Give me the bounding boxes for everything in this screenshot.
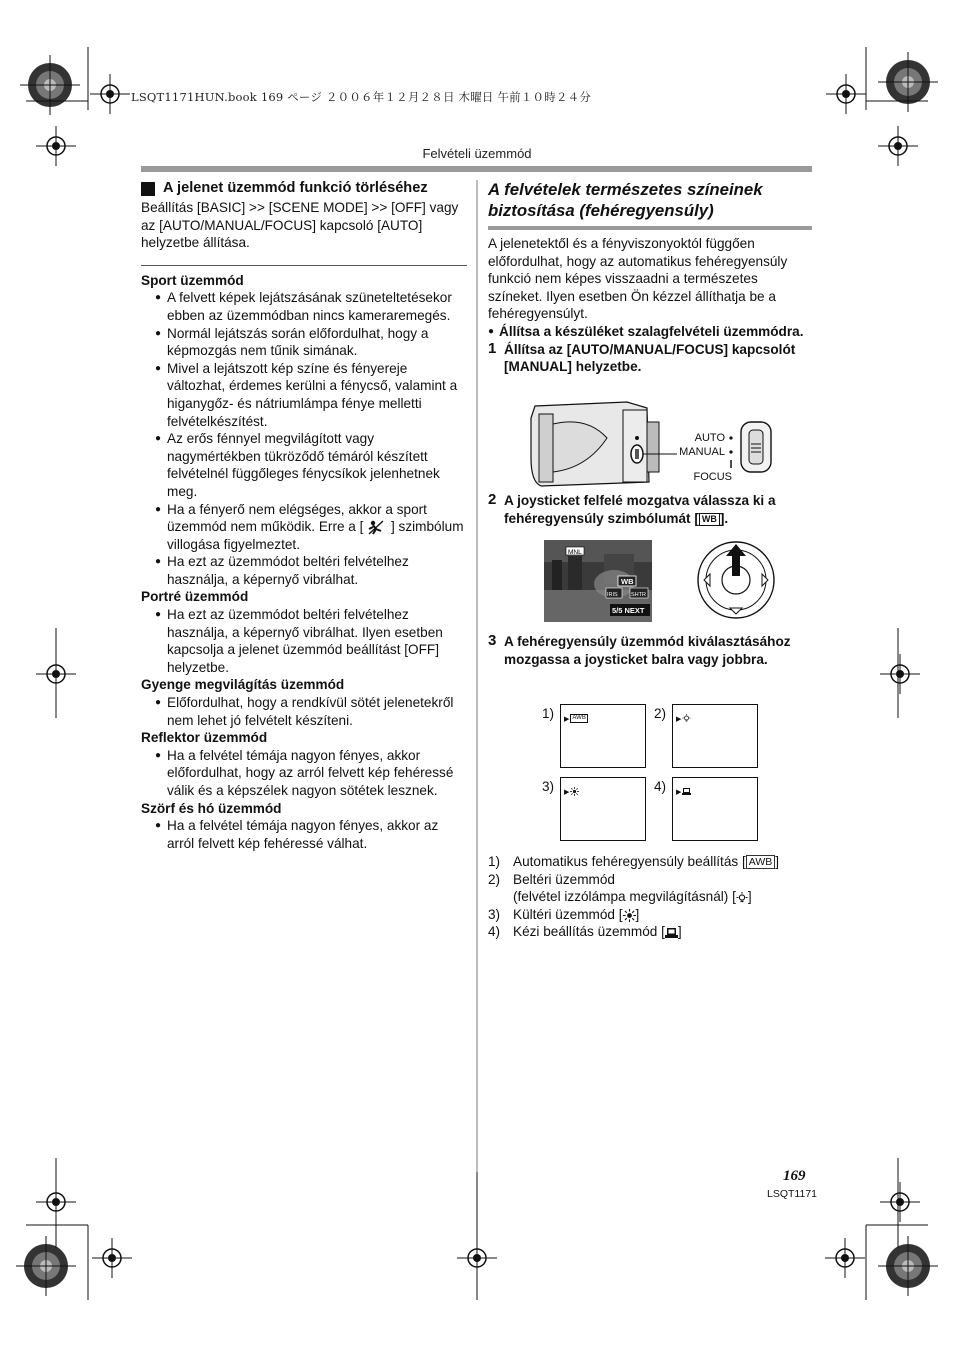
joystick-illustration [696,540,776,620]
spotlight-mode-title: Reflektor üzemmód [141,730,268,746]
awb-icon: AWB [746,855,776,869]
lcd-menu-screenshot [544,540,652,622]
switch-focus-label: FOCUS [693,471,732,483]
list-item-outdoor-number: 3) [488,906,501,922]
manual-wb-icon [682,787,691,796]
wb-symbol-icon: WB [699,513,720,526]
portrait-note-1: ● Ha ezt az üzemmódot beltéri felvételhez használja, a képernyő vibrálhat. Ilyen esetben kapcsolja a jelenet üzemmód beállítást [OFF] helyzetbe. [141,606,467,676]
list-item-manual-text: Kézi beállítás üzemmód [ [513,924,665,940]
play-arrow-icon: ▶ [564,788,570,796]
screen-3-outdoor [560,777,646,841]
indoor-bulb-icon [736,892,748,904]
list-item-indoor-text: Beltéri üzemmód [513,871,615,887]
page-number: 169 [783,1168,806,1184]
screen-4-manual [672,777,758,841]
screen-3-indicator [564,787,579,796]
tape-mode-prep: ● Állítsa a készüléket szalagfelvételi üzemmódra. [488,323,812,341]
title-rule [488,226,812,230]
scene-cancel-heading [141,179,467,198]
low-light-note-1: ● Előfordulhat, hogy a rendkívül sötét jelenetekről nem lehet jó felvételt készíteni. [141,694,467,729]
step-3-text: A fehéregyensúly üzemmód kiválasztásához mozgassa a joysticket balra vagy jobbra. [504,634,791,667]
list-item-indoor-tail: ] [747,889,752,905]
manual-wb-icon [665,927,678,939]
sun-icon [570,787,579,796]
indoor-bulb-icon [682,714,691,723]
sport-note-5-tail: ] szimbólum villogása figyelmeztet. [167,519,464,552]
column-divider [476,180,478,1172]
list-item-outdoor-tail: ] [635,906,640,922]
step-1 [488,341,812,376]
sport-note-2: ● Normál lejátszás során előfordulhat, hogy a képmozgás nem tűnik simának. [141,325,467,360]
screen-2-label: 2) [654,706,667,721]
screen-1-indicator [564,714,588,723]
screen-4-label: 4) [654,779,667,794]
surf-snow-note-1: ● Ha a felvétel témája nagyon fényes, akkor az arról felvett kép fehéressé válhat. [141,817,467,852]
list-item-outdoor-text: Kültéri üzemmód [ [513,906,623,922]
screen-1-awb [560,704,646,768]
portrait-mode-title: Portré üzemmód [141,589,249,605]
scene-cancel-instructions: Beállítás [BASIC] >> [SCENE MODE] >> [OFF] vagy az [AUTO/MANUAL/FOCUS] kapcsoló [AUTO] helyzetbe állítása. [141,200,459,251]
step-1-text: Állítsa az [AUTO/MANUAL/FOCUS] kapcsolót [MANUAL] helyzetbe. [504,341,796,375]
awb-icon: AWB [572,715,586,721]
step-3-number: 3 [488,632,497,649]
screen-1-label: 1) [542,706,555,721]
sport-note-5-text: Ha a fényerő nem elégséges, akkor a sport üzemmód nem működik. Erre a [ [167,501,427,535]
screen-2-indoor [672,704,758,768]
step-2-text: A joysticket felfelé mozgatva válassza ki a fehéregyensúly szimbólumát [ [504,493,776,526]
camcorder-illustration [527,398,777,488]
lcd-scene [544,540,652,622]
white-balance-title: A felvételek természetes színeinek biztosítása (fehéregyensúly) [488,180,763,220]
sport-mode-icon [367,520,387,535]
list-item-outdoor [488,906,818,924]
screen-2-indicator [676,714,691,723]
spotlight-note-1: ● Ha a felvétel témája nagyon fényes, akkor előfordulhat, hogy az arról felvett kép fehéressé válik és a képszélek nagyon sötétek lesznek. [141,747,467,800]
sport-mode-title: Sport üzemmód [141,272,244,288]
white-balance-modes-list [488,853,818,941]
section-header: Felvételi üzemmód [422,146,532,161]
list-item-indoor-line2: (felvétel izzólámpa megvilágításnál) [ [513,889,736,905]
play-arrow-icon: ▶ [676,715,682,723]
list-item-auto [488,853,818,871]
left-divider [141,265,467,266]
list-item-indoor-number: 2) [488,871,501,887]
switch-manual-label: MANUAL [679,446,725,458]
square-bullet-icon [141,182,155,196]
list-item-auto-number: 1) [488,854,501,869]
list-item-auto-text: Automatikus fehéregyensúly beállítás [ [513,854,746,869]
lcd-shtr-label: SHTR [631,592,646,598]
list-item-manual-tail: ] [677,924,682,940]
document-code: LSQT1171 [767,1188,818,1200]
print-metadata: LSQT1171HUN.book 169 ページ ２００６年１２月２８日 木曜日 午前１０時２４分 [131,90,592,104]
low-light-mode-title: Gyenge megvilágítás üzemmód [141,677,345,693]
play-arrow-icon: ▶ [676,788,682,796]
sport-note-3: ● Mivel a lejátszott kép színe és fényereje változhat, érdemes kerülni a fénycső, valamint a higanygőz- és nátriumlámpa fénye melletti felvételkészítést. [141,360,467,430]
sun-icon [623,909,636,922]
header-rule [141,166,812,172]
lcd-mnl-label: MNL [568,549,582,556]
play-arrow-icon: ▶ [564,715,570,723]
list-item-manual-number: 4) [488,924,501,940]
screen-4-indicator [676,787,691,796]
screen-3-label: 3) [542,779,555,794]
step-3 [488,633,812,668]
sport-note-1: ● A felvett képek lejátszásának szüneteltetésekor ebben az üzemmódban nincs kameraremegés. [141,289,467,324]
list-item-manual [488,923,818,941]
sport-note-6: ● Ha ezt az üzemmódot beltéri felvételhez használja, a képernyő vibrálhat. [141,553,467,588]
step-2-tail: ]. [719,510,729,526]
white-balance-intro: A jelenetektől és a fényviszonyoktól függően előfordulhat, hogy az automatikus fehéregyensúly funkció nem képes visszaadni a természetes színeket. Ilyen esetben Ön kézzel állíthatja be a fehéregyensúlyt. [488,236,788,322]
sport-note-4: ● Az erős fénnyel megvilágított vagy nagymértékben tükröződő témáról készített felvételnél függőleges fénycsíkok jelenhetnek meg. [141,430,467,500]
scene-cancel-heading-text: A jelenet üzemmód funkció törléséhez [163,180,428,196]
step-2 [488,492,812,527]
right-column [488,180,812,376]
surf-snow-mode-title: Szörf és hó üzemmód [141,800,282,816]
lcd-wb-label: WB [621,577,634,586]
sport-note-5 [141,501,467,554]
step-1-number: 1 [488,339,497,357]
lcd-iris-label: IRIS [607,592,618,598]
step-2-number: 2 [488,491,497,508]
list-item-indoor [488,871,818,906]
lcd-next-label: 5/5 NEXT [612,606,645,615]
left-column [141,179,467,852]
switch-auto-label: AUTO [694,432,725,444]
list-item-auto-tail: ] [775,854,780,869]
